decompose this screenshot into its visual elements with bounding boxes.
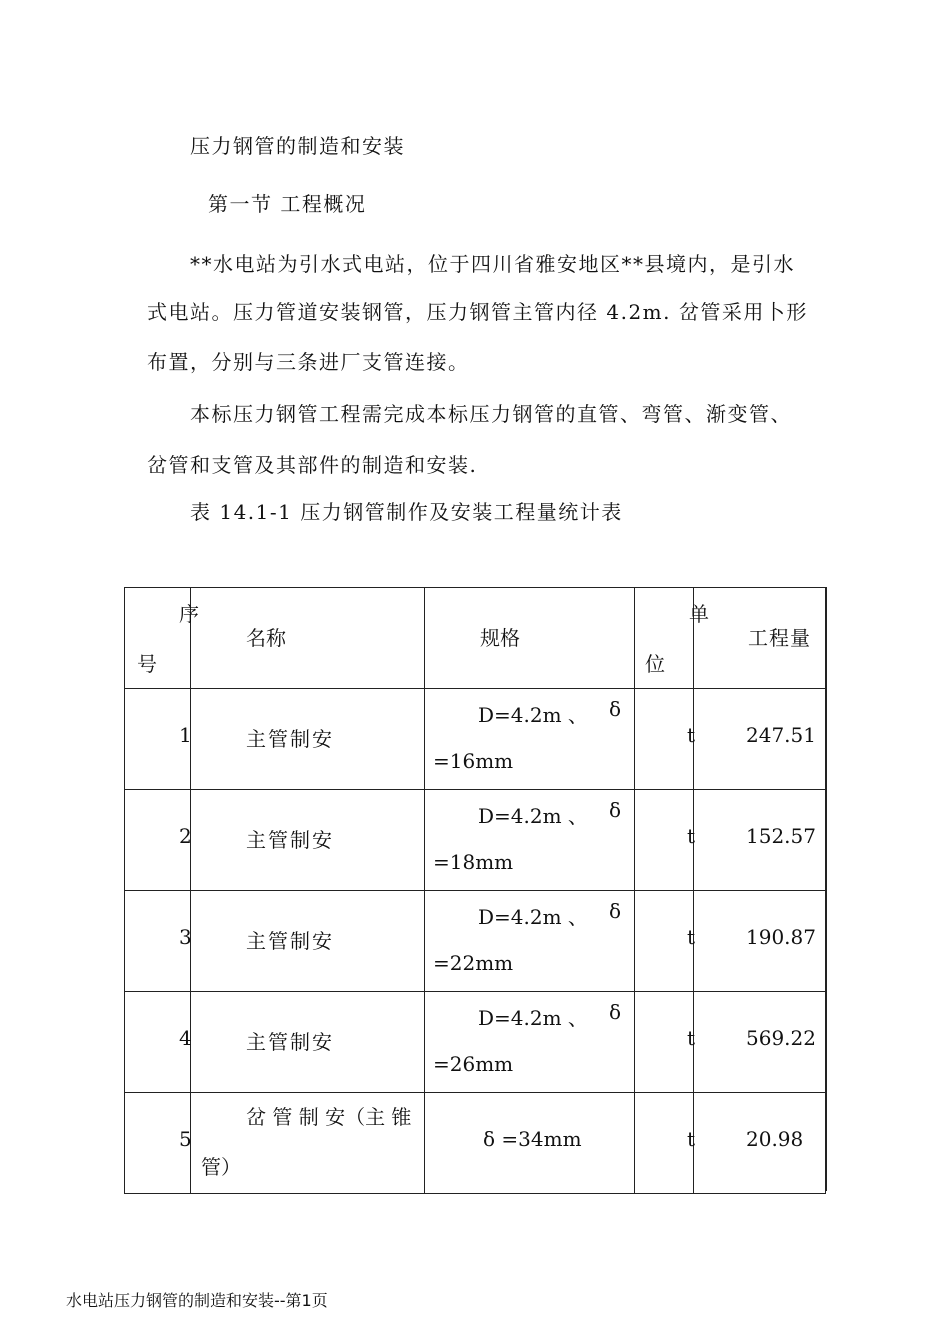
table-row — [125, 891, 826, 992]
row-spec-delta: δ — [609, 899, 622, 923]
header-name-cell — [191, 588, 425, 689]
row-spec-line-2: =26mm — [433, 1052, 514, 1076]
row-qty: 152.57 — [746, 824, 816, 848]
paragraph-2-line-1: 本标压力钢管工程需完成本标压力钢管的直管、弯管、渐变管、 — [190, 402, 792, 426]
row-unit: t — [687, 1026, 696, 1050]
row-no: 2 — [179, 824, 192, 848]
paragraph-1-line-1: **水电站为引水式电站，位于四川省雅安地区**县境内，是引水 — [190, 252, 795, 276]
table-outer-border-line — [826, 587, 827, 1191]
paragraph-1-line-3: 布置，分别与三条进厂支管连接。 — [147, 350, 470, 374]
row-unit: t — [687, 1127, 696, 1151]
row-name: 主管制安 — [246, 1030, 334, 1054]
row-unit: t — [687, 723, 696, 747]
header-seq-top: 序 — [179, 602, 199, 626]
row-qty: 190.87 — [746, 925, 816, 949]
paragraph-2-line-2: 岔管和支管及其部件的制造和安装. — [147, 453, 478, 477]
row-spec-line-1: D=4.2m 、 — [478, 1006, 588, 1030]
header-qty: 工程量 — [748, 626, 811, 650]
header-seq-cell — [125, 588, 199, 689]
row-qty: 20.98 — [746, 1127, 804, 1151]
row-spec-delta: δ — [609, 798, 622, 822]
row-no: 5 — [179, 1127, 192, 1151]
header-seq-bottom: 号 — [137, 652, 157, 676]
header-spec: 规格 — [480, 626, 520, 650]
paragraph-1-line-2: 式电站。压力管道安装钢管，压力钢管主管内径 4.2m. 岔管采用卜形 — [147, 300, 808, 324]
page-footer: 水电站压力钢管的制造和安装--第1页 — [66, 1291, 328, 1310]
row-spec-line-2: =22mm — [433, 951, 514, 975]
row-spec: δ =34mm — [483, 1127, 582, 1151]
table-row — [125, 992, 826, 1093]
table-header-row — [125, 588, 826, 689]
row-spec-line-2: =18mm — [433, 850, 514, 874]
row-spec-line-1: D=4.2m 、 — [478, 905, 588, 929]
row-name-line-2: 管） — [201, 1155, 241, 1179]
row-spec-line-2: =16mm — [433, 749, 514, 773]
header-unit-top: 单 — [689, 602, 709, 626]
row-qty: 569.22 — [746, 1026, 816, 1050]
row-spec-line-1: D=4.2m 、 — [478, 703, 588, 727]
row-unit: t — [687, 925, 696, 949]
section-heading: 第一节 工程概况 — [208, 192, 367, 216]
header-spec-cell — [425, 588, 635, 689]
row-no: 3 — [179, 925, 192, 949]
row-name-line-1: 岔 管 制 安（主 锥 — [246, 1105, 412, 1129]
header-unit-bottom: 位 — [645, 652, 665, 676]
row-name: 主管制安 — [246, 727, 334, 751]
row-name: 主管制安 — [246, 929, 334, 953]
table-row — [125, 790, 826, 891]
doc-title: 压力钢管的制造和安装 — [190, 134, 405, 158]
row-spec-delta: δ — [609, 697, 622, 721]
table-row — [125, 1093, 826, 1194]
quantity-table — [124, 587, 826, 1194]
table-row — [125, 689, 826, 790]
row-name: 主管制安 — [246, 828, 334, 852]
row-qty: 247.51 — [746, 723, 816, 747]
header-qty-cell — [694, 588, 826, 689]
row-no: 1 — [179, 723, 192, 747]
table-caption: 表 14.1-1 压力钢管制作及安装工程量统计表 — [190, 500, 623, 524]
row-no: 4 — [179, 1026, 192, 1050]
row-spec-delta: δ — [609, 1000, 622, 1024]
row-unit: t — [687, 824, 696, 848]
header-name: 名称 — [246, 626, 286, 650]
row-spec-line-1: D=4.2m 、 — [478, 804, 588, 828]
header-unit-cell — [635, 588, 709, 689]
